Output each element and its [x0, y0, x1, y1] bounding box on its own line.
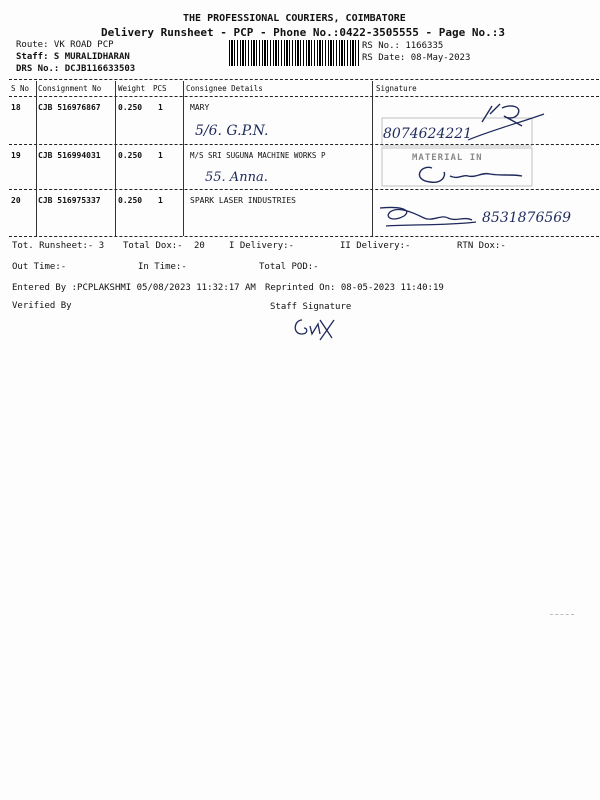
entered-by: Entered By :PCPLAKSHMI 05/08/2023 11:32:17 AM	[12, 283, 256, 293]
total-pod: Total POD:-	[259, 262, 319, 272]
table-top-rule	[9, 79, 599, 80]
handwritten-phone: 8074624221	[383, 126, 473, 142]
total-dox-label: Total Dox:-	[123, 241, 183, 251]
handwritten-note: 5/6. G.P.N.	[195, 123, 269, 139]
signature-row-19	[372, 146, 552, 190]
row-consignee: SPARK LASER INDUSTRIES	[190, 196, 296, 205]
total-runsheet: Tot. Runsheet:- 3	[12, 241, 105, 251]
row-consignee: MARY	[190, 103, 210, 112]
col-header-pcs: PCS	[153, 84, 167, 93]
out-time: Out Time:-	[12, 262, 67, 272]
row-consignment: CJB 516976867	[38, 103, 101, 112]
barcode	[229, 40, 359, 66]
row-weight: 0.250	[118, 103, 143, 112]
row-sno: 20	[11, 196, 21, 205]
row-pcs: 1	[158, 151, 163, 160]
handwritten-phone: 8531876569	[482, 210, 572, 226]
col-header-sno: S No	[11, 84, 30, 93]
col-header-signature: Signature	[376, 84, 417, 93]
drs-number: DRS No.: DCJB116633503	[16, 64, 136, 74]
reprinted-on: Reprinted On: 08-05-2023 11:40:19	[265, 283, 444, 293]
in-time: In Time:-	[138, 262, 187, 272]
col-divider	[36, 81, 37, 236]
rs-date: RS Date: 08-May-2023	[362, 53, 471, 63]
verified-by: Verified By	[12, 301, 72, 311]
company-name: THE PROFESSIONAL COURIERS, COIMBATORE	[183, 13, 406, 24]
row-sno: 19	[11, 151, 21, 160]
total-dox-value: 20	[194, 241, 205, 251]
col-header-consignee: Consignee Details	[186, 84, 263, 93]
row-consignee: M/S SRI SUGUNA MACHINE WORKS P	[190, 151, 326, 160]
row-pcs: 1	[158, 103, 163, 112]
staff-label: Staff: S MURALIDHARAN	[16, 52, 130, 62]
row-pcs: 1	[158, 196, 163, 205]
rs-number: RS No.: 1166335	[362, 41, 444, 51]
signature-row-18	[372, 100, 552, 148]
row-weight: 0.250	[118, 196, 143, 205]
row-weight: 0.250	[118, 151, 143, 160]
row-consignment: CJB 516994031	[38, 151, 101, 160]
route-label: Route: VK ROAD PCP	[16, 40, 114, 50]
signature-row-20	[372, 200, 482, 236]
ii-delivery: II Delivery:-	[340, 241, 411, 251]
i-delivery: I Delivery:-	[229, 241, 295, 251]
page-title: Delivery Runsheet - PCP - Phone No.:0422-3505555 - Page No.:3	[101, 26, 505, 39]
handwritten-note: 55. Anna.	[205, 170, 268, 185]
col-divider	[115, 81, 116, 236]
staff-signature	[290, 312, 340, 342]
col-header-consignment: Consignment No	[38, 84, 102, 93]
col-divider	[183, 81, 184, 236]
row-sno: 18	[11, 103, 21, 112]
col-header-weight: Weight	[118, 84, 146, 93]
table-header-rule	[9, 96, 599, 97]
table-bottom-rule	[9, 236, 599, 237]
staff-signature-label: Staff Signature	[270, 302, 352, 312]
scan-mark	[550, 614, 574, 615]
row-consignment: CJB 516975337	[38, 196, 101, 205]
stamp-text: MATERIAL IN	[412, 153, 483, 163]
rtn-dox: RTN Dox:-	[457, 241, 506, 251]
